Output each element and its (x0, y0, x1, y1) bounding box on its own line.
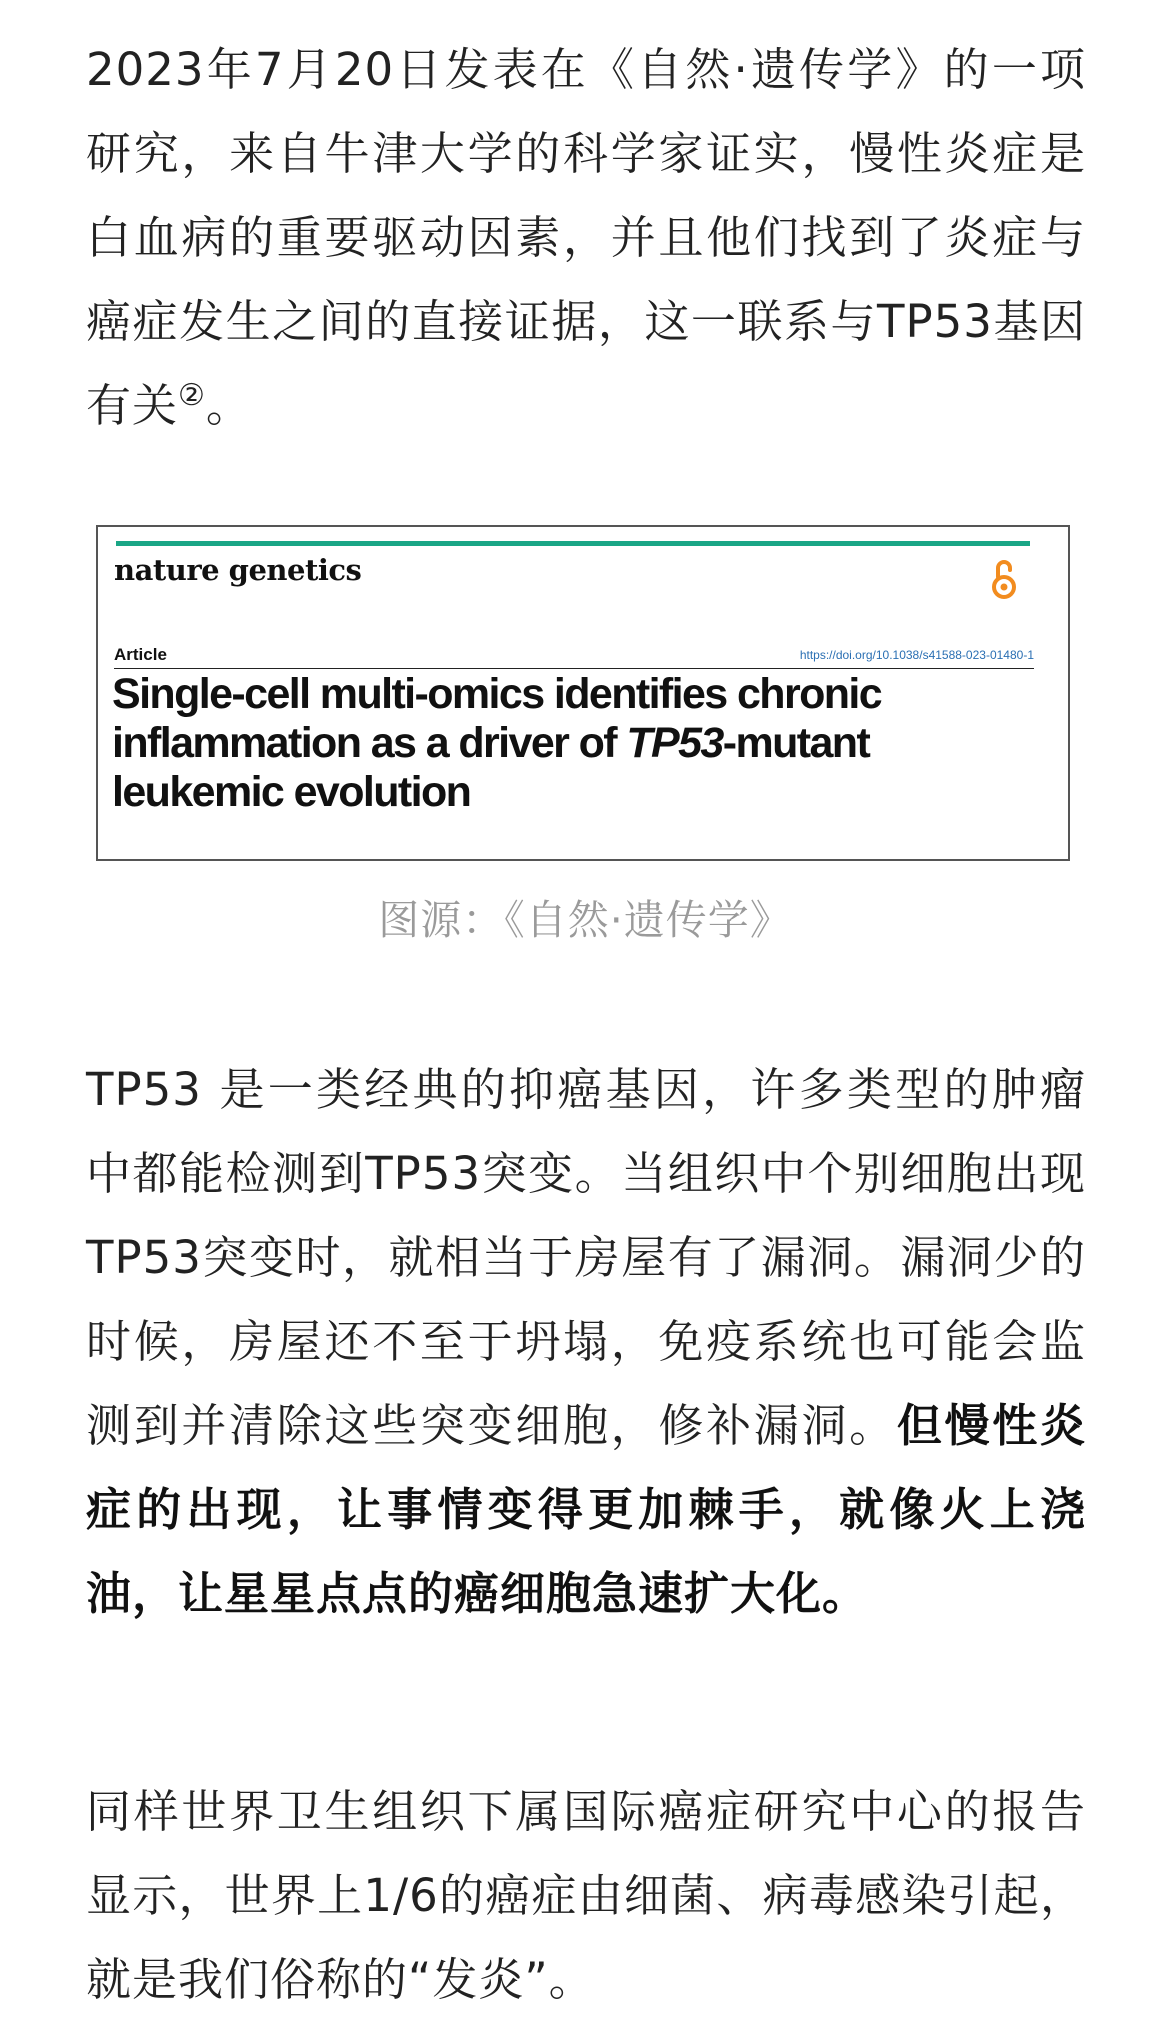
paragraph-intro (86, 28, 1086, 448)
open-access-icon (990, 557, 1018, 601)
footnote-marker[interactable]: ② (178, 378, 206, 413)
paper-screenshot-figure[interactable] (96, 525, 1070, 861)
paragraph-intro-text: 2023年7月20日发表在《自然·遗传学》的一项研究，来自牛津大学的科学家证实，慢性炎症是白血病的重要驱动因素，并且他们找到了炎症与癌症发生之间的直接证据，这一联系与TP53基因有关 (86, 43, 1086, 432)
journal-accent-rule (116, 541, 1030, 546)
paragraph-intro-end: 。 (205, 379, 252, 432)
article-type-label: Article (114, 645, 167, 664)
doi-link[interactable]: https://doi.org/10.1038/s41588-023-01480-1 (799, 648, 1034, 662)
article-title-gene: TP53 (626, 719, 723, 767)
article-title-part2: -mutant leukemic evolution (112, 719, 870, 816)
journal-name: nature genetics (114, 553, 362, 587)
paragraph-who (86, 1770, 1086, 2022)
header-divider (114, 668, 1034, 669)
article-title (112, 670, 1032, 817)
paragraph-tp53 (86, 1048, 1086, 1636)
paragraph-who-text: 同样世界卫生组织下属国际癌症研究中心的报告显示，世界上1/6的癌症由细菌、病毒感染引起，就是我们俗称的“发炎”。 (86, 1785, 1086, 2006)
figure-caption: 图源：《自然·遗传学》 (378, 896, 792, 944)
paragraph-tp53-bold: 但慢性炎症的出现，让事情变得更加棘手，就像火上浇油，让星星点点的癌细胞急速扩大化。 (86, 1399, 1086, 1620)
article-title-part1: Single-cell multi-omics identifies chronic inflammation as a driver of (112, 670, 882, 767)
paragraph-tp53-text: TP53 是一类经典的抑癌基因，许多类型的肿瘤中都能检测到TP53突变。当组织中个别细胞出现TP53突变时，就相当于房屋有了漏洞。漏洞少的时候，房屋还不至于坍塌，免疫系统也可能会监测到并清除这些突变细胞，修补漏洞。 (86, 1063, 1086, 1452)
